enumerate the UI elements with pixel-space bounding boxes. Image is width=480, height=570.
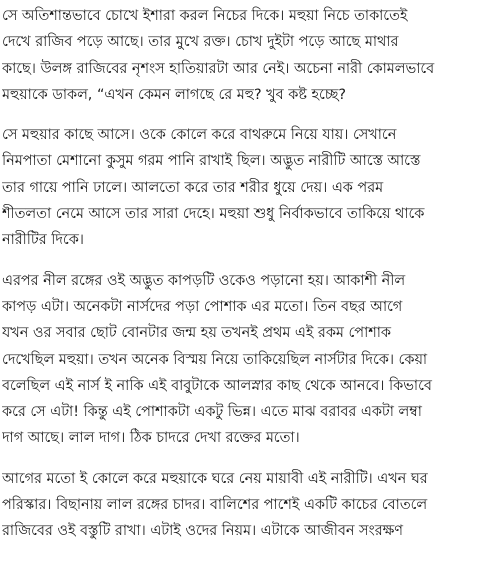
text-line: পরিস্কার। বিছানায় লাল রঙ্গের চাদর। বালিশের পাশেই একটি কাচের বোতলে <box>2 497 428 514</box>
text-line: যখন ওর সবার ছোট বোনটার জন্ম হয় তখনই প্রথম এই রকম পোশাক <box>2 325 391 342</box>
text-line: নিমপাতা মেশানো কুসুম গরম পানি রাখাই ছিল। অদ্ভুত নারীটি আস্তে আস্তে <box>2 153 421 170</box>
text-line: সে মহুয়ার কাছে আসে। ওকে কোলে করে বাথরুমে নিয়ে যায়। সেখানে <box>2 127 397 144</box>
text-line: শীতলতা নেমে আসে তার সারা দেহে। মহুয়া শুধু নির্বাকভাবে তাকিয়ে থাকে <box>2 206 425 223</box>
text-line: তার গায়ে পানি ঢালে। আলতো করে তার শরীর ধুয়ে দেয়। এক পরম <box>2 179 384 196</box>
text-line: দেখে রাজিব পড়ে আছে। তার মুখে রক্ত। চোখ দুইটা পড়ে আছে মাথার <box>2 34 399 51</box>
text-line: করে সে এটা! কিন্তু এই পোশাকটা একটু ভিন্ন। এতে মাঝ বরাবর একটা লম্বা <box>2 404 422 421</box>
paragraph-4 <box>2 466 478 545</box>
text-line: এরপর নীল রঙ্গের ওই অদ্ভুত কাপড়টি ওকেও পড়ানো হয়। আকাশী নীল <box>2 272 406 289</box>
text-line: কাপড় এটা। অনেকটা নার্সদের পড়া পোশাক এর মতো। তিন বছর আগে <box>2 298 403 315</box>
text-line: সে অতিশান্তভাবে চোখে ইশারা করল নিচের দিকে। মহুয়া নিচে তাকাতেই <box>2 8 408 24</box>
text-line: দেখেছিল মহুয়া। তখন অনেক বিস্ময় নিয়ে তাকিয়েছিল নার্সটার দিকে। কেয়া <box>2 351 428 368</box>
paragraph-3 <box>2 268 478 452</box>
paragraph-2 <box>2 122 478 253</box>
text-line: মহুয়াকে ডাকল, “এখন কেমন লাগছে রে মহু? খুব কষ্ট হচ্ছে? <box>2 86 347 103</box>
text-line: আগের মতো ই কোলে করে মহুয়াকে ঘরে নেয় মায়াবী এই নারীটি। এখন ঘর <box>2 470 428 487</box>
paragraph-1 <box>2 3 478 108</box>
text-line: রাজিবের ওই বস্তুটি রাখা। এটাই ওদের নিয়ম। এটাকে আজীবন সংরক্ষণ <box>2 523 403 540</box>
text-line: দাগ আছে। লাল দাগ। ঠিক চাদরে দেখা রক্তের মতো। <box>2 430 300 447</box>
text-line: কাছে। উলঙ্গ রাজিবের নৃশংস হাতিয়ারটা আর নেই। অচেনা নারী কোমলভাবে <box>2 60 435 77</box>
text-line: নারীটির দিকে। <box>2 232 84 249</box>
text-line: বলেছিল এই নার্স ই নাকি এই বাবুটাকে আলস্নার কাছ থেকে আনবে। কিভাবে <box>2 377 432 394</box>
